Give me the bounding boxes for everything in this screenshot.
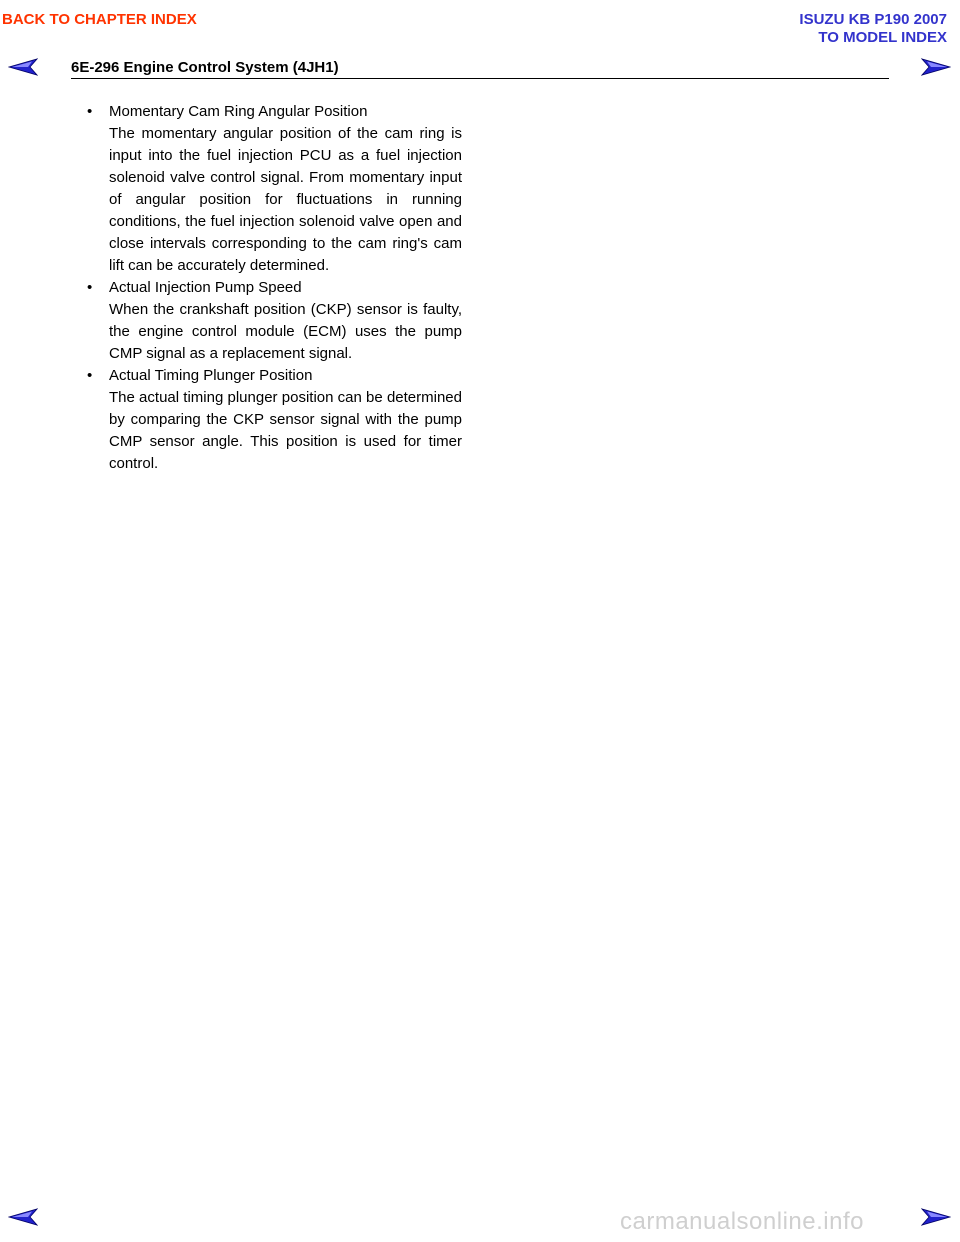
to-model-index-link[interactable]: TO MODEL INDEX bbox=[818, 29, 947, 46]
left-arrow-icon[interactable] bbox=[8, 1208, 38, 1226]
model-title-link[interactable]: ISUZU KB P190 2007 bbox=[799, 11, 947, 28]
left-arrow-icon[interactable] bbox=[8, 58, 38, 76]
bullet: • bbox=[87, 103, 93, 120]
bullet: • bbox=[87, 367, 93, 384]
item-heading: Actual Timing Plunger Position bbox=[109, 367, 313, 384]
item-body: The momentary angular position of the cam ring is input into the fuel injection PCU as a fuel injection solenoid valve control signal. From momentary input of angular position for fluctuations in running conditions, the fuel injection solenoid valve open and close intervals corresponding to the cam ring's cam lift can be accurately determined. bbox=[109, 125, 462, 274]
list-item bbox=[87, 365, 462, 475]
back-to-chapter-index-link[interactable]: BACK TO CHAPTER INDEX bbox=[2, 11, 197, 28]
document-body bbox=[87, 101, 462, 475]
right-arrow-icon[interactable] bbox=[921, 1208, 951, 1226]
list-item bbox=[87, 277, 462, 365]
watermark: carmanualsonline.info bbox=[620, 1208, 864, 1235]
item-body: The actual timing plunger position can be determined by comparing the CKP sensor signal with the pump CMP sensor angle. This position is used for timer control. bbox=[109, 389, 462, 472]
item-heading: Actual Injection Pump Speed bbox=[109, 279, 302, 296]
item-body: When the crankshaft position (CKP) sensor is faulty, the engine control module (ECM) uses the pump CMP signal as a replacement signal. bbox=[109, 301, 462, 362]
bullet: • bbox=[87, 279, 93, 296]
right-arrow-icon[interactable] bbox=[921, 58, 951, 76]
page-header: 6E-296 Engine Control System (4JH1) bbox=[71, 59, 889, 79]
list-item bbox=[87, 101, 462, 277]
item-heading: Momentary Cam Ring Angular Position bbox=[109, 103, 368, 120]
